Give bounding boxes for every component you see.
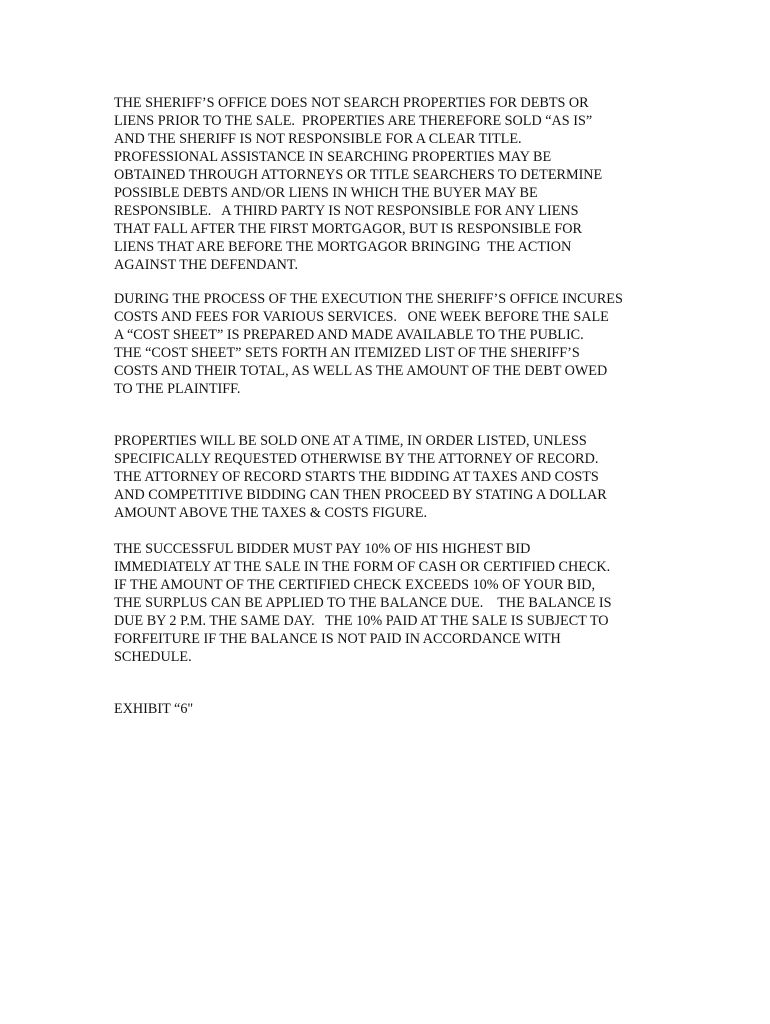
text-line: COSTS AND THEIR TOTAL, AS WELL AS THE AMOUNT OF THE DEBT OWED bbox=[114, 363, 608, 379]
text-line: SCHEDULE. bbox=[114, 649, 192, 665]
text-line: THE SHERIFF’S OFFICE DOES NOT SEARCH PROPERTIES FOR DEBTS OR bbox=[114, 95, 589, 111]
paragraph-cost-sheet bbox=[114, 290, 674, 398]
text-line: IMMEDIATELY AT THE SALE IN THE FORM OF CASH OR CERTIFIED CHECK. bbox=[114, 559, 611, 575]
paragraph-payment-terms bbox=[114, 540, 674, 666]
text-line: TO THE PLAINTIFF. bbox=[114, 381, 241, 397]
text-line: LIENS PRIOR TO THE SALE. PROPERTIES ARE THEREFORE SOLD “AS IS” bbox=[114, 113, 593, 129]
text-line: AND THE SHERIFF IS NOT RESPONSIBLE FOR A CLEAR TITLE. bbox=[114, 131, 522, 147]
text-line: AND COMPETITIVE BIDDING CAN THEN PROCEED BY STATING A DOLLAR bbox=[114, 487, 607, 503]
text-line: IF THE AMOUNT OF THE CERTIFIED CHECK EXCEEDS 10% OF YOUR BID, bbox=[114, 577, 596, 593]
text-line: THE SURPLUS CAN BE APPLIED TO THE BALANCE DUE. THE BALANCE IS bbox=[114, 595, 612, 611]
text-line: A “COST SHEET” IS PREPARED AND MADE AVAILABLE TO THE PUBLIC. bbox=[114, 327, 584, 343]
text-line: THE “COST SHEET” SETS FORTH AN ITEMIZED LIST OF THE SHERIFF’S bbox=[114, 345, 580, 361]
text-line: AMOUNT ABOVE THE TAXES & COSTS FIGURE. bbox=[114, 505, 427, 521]
text-line: PROFESSIONAL ASSISTANCE IN SEARCHING PROPERTIES MAY BE bbox=[114, 149, 552, 165]
exhibit-label-text: EXHIBIT “6" bbox=[114, 701, 194, 717]
paragraph-title-search-disclaimer bbox=[114, 94, 674, 274]
text-line: THE ATTORNEY OF RECORD STARTS THE BIDDING AT TAXES AND COSTS bbox=[114, 469, 599, 485]
text-line: PROPERTIES WILL BE SOLD ONE AT A TIME, IN ORDER LISTED, UNLESS bbox=[114, 433, 587, 449]
text-line: THAT FALL AFTER THE FIRST MORTGAGOR, BUT IS RESPONSIBLE FOR bbox=[114, 221, 582, 237]
text-line: SPECIFICALLY REQUESTED OTHERWISE BY THE ATTORNEY OF RECORD. bbox=[114, 451, 599, 467]
text-line: AGAINST THE DEFENDANT. bbox=[114, 257, 299, 273]
text-line: POSSIBLE DEBTS AND/OR LIENS IN WHICH THE BUYER MAY BE bbox=[114, 185, 538, 201]
text-line: LIENS THAT ARE BEFORE THE MORTGAGOR BRINGING THE ACTION bbox=[114, 239, 572, 255]
text-line: THE SUCCESSFUL BIDDER MUST PAY 10% OF HIS HIGHEST BID bbox=[114, 541, 531, 557]
text-line: FORFEITURE IF THE BALANCE IS NOT PAID IN ACCORDANCE WITH bbox=[114, 631, 561, 647]
exhibit-label bbox=[114, 700, 674, 718]
text-line: DUE BY 2 P.M. THE SAME DAY. THE 10% PAID AT THE SALE IS SUBJECT TO bbox=[114, 613, 609, 629]
paragraph-bidding-order bbox=[114, 432, 674, 522]
text-line: DURING THE PROCESS OF THE EXECUTION THE SHERIFF’S OFFICE INCURES bbox=[114, 291, 623, 307]
text-line: COSTS AND FEES FOR VARIOUS SERVICES. ONE WEEK BEFORE THE SALE bbox=[114, 309, 609, 325]
text-line: OBTAINED THROUGH ATTORNEYS OR TITLE SEARCHERS TO DETERMINE bbox=[114, 167, 603, 183]
text-line: RESPONSIBLE. A THIRD PARTY IS NOT RESPONSIBLE FOR ANY LIENS bbox=[114, 203, 579, 219]
